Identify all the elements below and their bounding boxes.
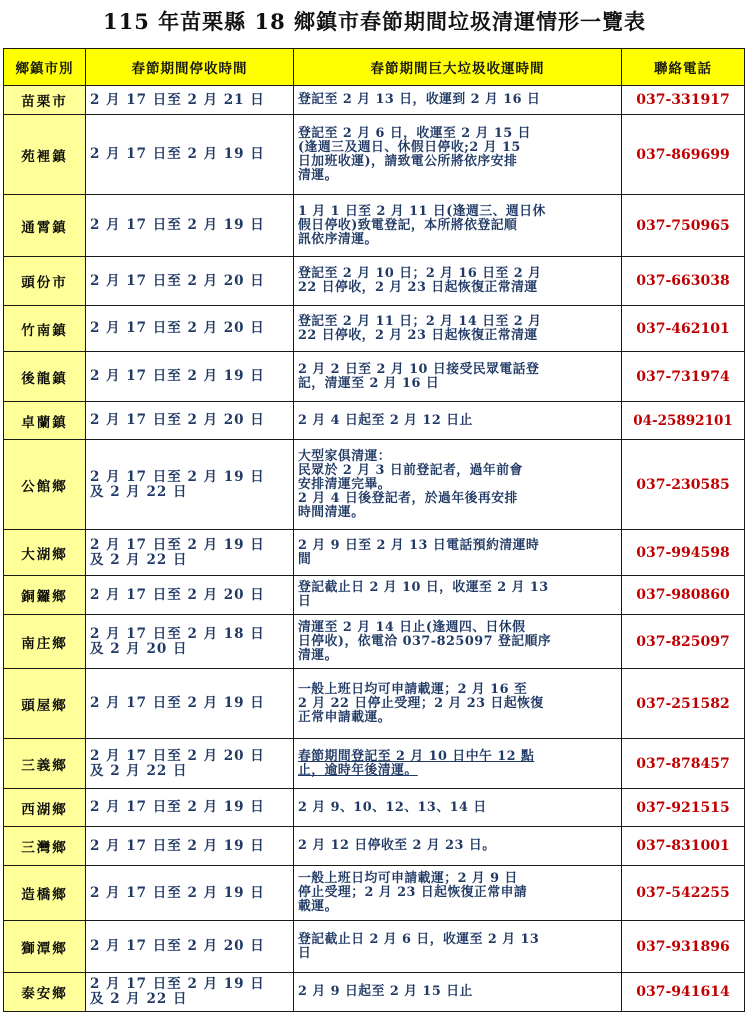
bulk-waste-period: 一般上班日均可申請載運；2 月 16 至 2 月 22 日停止受理；2 月 23 日起恢復 正常申請載運。: [294, 669, 622, 739]
stop-period: 2 月 17 日至 2 月 21 日: [86, 86, 294, 115]
town-name: 公館鄉: [4, 440, 86, 530]
phone-number: 037-750965: [622, 195, 745, 257]
bulk-waste-period: 登記至 2 月 10 日；2 月 16 日至 2 月 22 日停收，2 月 23 日起恢復正常清運: [294, 257, 622, 306]
table-row: [4, 257, 745, 306]
page-title: 115 年苗栗縣 18 鄉鎮市春節期間垃圾清運情形一覽表: [103, 9, 646, 34]
town-name: 後龍鎮: [4, 352, 86, 402]
table-row: [4, 739, 745, 789]
town-name: 通霄鎮: [4, 195, 86, 257]
phone-number: 037-878457: [622, 739, 745, 789]
phone-number: 037-663038: [622, 257, 745, 306]
header-stop-period: 春節期間停收時間: [86, 49, 294, 86]
phone-number: 037-994598: [622, 530, 745, 576]
phone-number: 037-251582: [622, 669, 745, 739]
phone-number: 037-462101: [622, 306, 745, 352]
table-row: [4, 921, 745, 973]
header-phone: 聯絡電話: [622, 49, 745, 86]
phone-number: 037-941614: [622, 973, 745, 1012]
stop-period: 2 月 17 日至 2 月 19 日: [86, 827, 294, 866]
stop-period: 2 月 17 日至 2 月 19 日: [86, 866, 294, 921]
table-row: [4, 669, 745, 739]
table-row: [4, 973, 745, 1012]
table-row: [4, 615, 745, 669]
town-name: 泰安鄉: [4, 973, 86, 1012]
bulk-waste-period: 登記至 2 月 11 日；2 月 14 日至 2 月 22 日停收，2 月 23 日起恢復正常清運: [294, 306, 622, 352]
table-row: [4, 827, 745, 866]
table-row: [4, 195, 745, 257]
bulk-waste-period: 登記截止日 2 月 6 日，收運至 2 月 13 日: [294, 921, 622, 973]
stop-period: 2 月 17 日至 2 月 19 日: [86, 352, 294, 402]
header-row: [4, 49, 745, 86]
table-row: [4, 402, 745, 440]
town-name: 三義鄉: [4, 739, 86, 789]
stop-period: 2 月 17 日至 2 月 20 日: [86, 576, 294, 615]
bulk-waste-period: 2 月 9 日至 2 月 13 日電話預約清運時 間: [294, 530, 622, 576]
stop-period: 2 月 17 日至 2 月 19 日 及 2 月 22 日: [86, 973, 294, 1012]
town-name: 竹南鎮: [4, 306, 86, 352]
bulk-waste-period: 2 月 4 日起至 2 月 12 日止: [294, 402, 622, 440]
stop-period: 2 月 17 日至 2 月 20 日: [86, 257, 294, 306]
town-name: 南庄鄉: [4, 615, 86, 669]
phone-number: 037-869699: [622, 115, 745, 195]
table-row: [4, 789, 745, 827]
bulk-waste-period: 登記至 2 月 6 日，收運至 2 月 15 日 (逢週三及週日、休假日停收;2 月 15 日加班收運)，請致電公所將依序安排 清運。: [294, 115, 622, 195]
bulk-waste-period: 大型家俱清運： 民眾於 2 月 3 日前登記者，過年前會 安排清運完畢。 2 月 4 日後登記者，於過年後再安排 時間清運。: [294, 440, 622, 530]
stop-period: 2 月 17 日至 2 月 19 日: [86, 195, 294, 257]
town-name: 頭屋鄉: [4, 669, 86, 739]
bulk-waste-period: 2 月 12 日停收至 2 月 23 日。: [294, 827, 622, 866]
bulk-waste-period: 2 月 9 日起至 2 月 15 日止: [294, 973, 622, 1012]
stop-period: 2 月 17 日至 2 月 20 日: [86, 402, 294, 440]
table-row: [4, 86, 745, 115]
stop-period: 2 月 17 日至 2 月 19 日 及 2 月 22 日: [86, 440, 294, 530]
phone-number: 037-931896: [622, 921, 745, 973]
stop-period: 2 月 17 日至 2 月 19 日 及 2 月 22 日: [86, 530, 294, 576]
table-row: [4, 530, 745, 576]
bulk-waste-period: 1 月 1 日至 2 月 11 日(逢週三、週日休 假日停收)致電登記，本所將依登記順 訊依序清運。: [294, 195, 622, 257]
phone-number: 037-831001: [622, 827, 745, 866]
town-name: 苗栗市: [4, 86, 86, 115]
bulk-waste-period: 2 月 2 日至 2 月 10 日接受民眾電話登 記，清運至 2 月 16 日: [294, 352, 622, 402]
town-name: 大湖鄉: [4, 530, 86, 576]
table-row: [4, 352, 745, 402]
table-row: [4, 440, 745, 530]
phone-number: 037-230585: [622, 440, 745, 530]
town-name: 卓蘭鎮: [4, 402, 86, 440]
stop-period: 2 月 17 日至 2 月 19 日: [86, 115, 294, 195]
bulk-waste-period: 登記至 2 月 13 日，收運到 2 月 16 日: [294, 86, 622, 115]
table-row: [4, 866, 745, 921]
stop-period: 2 月 17 日至 2 月 20 日: [86, 306, 294, 352]
bulk-waste-period: 春節期間登記至 2 月 10 日中午 12 點 止，逾時年後清運。: [294, 739, 622, 789]
bulk-waste-period: 2 月 9、10、12、13、14 日: [294, 789, 622, 827]
header-town: 鄉鎮市別: [4, 49, 86, 86]
town-name: 頭份市: [4, 257, 86, 306]
stop-period: 2 月 17 日至 2 月 20 日: [86, 921, 294, 973]
garbage-schedule-table: [3, 48, 745, 1012]
phone-number: 037-542255: [622, 866, 745, 921]
table-row: [4, 115, 745, 195]
town-name: 西湖鄉: [4, 789, 86, 827]
town-name: 三灣鄉: [4, 827, 86, 866]
phone-number: 04-25892101: [622, 402, 745, 440]
stop-period: 2 月 17 日至 2 月 19 日: [86, 789, 294, 827]
bulk-waste-period: 登記截止日 2 月 10 日，收運至 2 月 13 日: [294, 576, 622, 615]
bulk-waste-period: 一般上班日均可申請載運；2 月 9 日 停止受理；2 月 23 日起恢復正常申請 載運。: [294, 866, 622, 921]
phone-number: 037-825097: [622, 615, 745, 669]
phone-number: 037-731974: [622, 352, 745, 402]
phone-number: 037-331917: [622, 86, 745, 115]
header-bulk-waste-period: 春節期間巨大垃圾收運時間: [294, 49, 622, 86]
phone-number: 037-921515: [622, 789, 745, 827]
phone-number: 037-980860: [622, 576, 745, 615]
town-name: 銅鑼鄉: [4, 576, 86, 615]
table-row: [4, 576, 745, 615]
town-name: 苑裡鎮: [4, 115, 86, 195]
table-row: [4, 306, 745, 352]
stop-period: 2 月 17 日至 2 月 19 日: [86, 669, 294, 739]
bulk-waste-period: 清運至 2 月 14 日止(逢週四、日休假 日停收)，依電洽 037-825097 登記順序 清運。: [294, 615, 622, 669]
stop-period: 2 月 17 日至 2 月 20 日 及 2 月 22 日: [86, 739, 294, 789]
town-name: 造橋鄉: [4, 866, 86, 921]
town-name: 獅潭鄉: [4, 921, 86, 973]
stop-period: 2 月 17 日至 2 月 18 日 及 2 月 20 日: [86, 615, 294, 669]
